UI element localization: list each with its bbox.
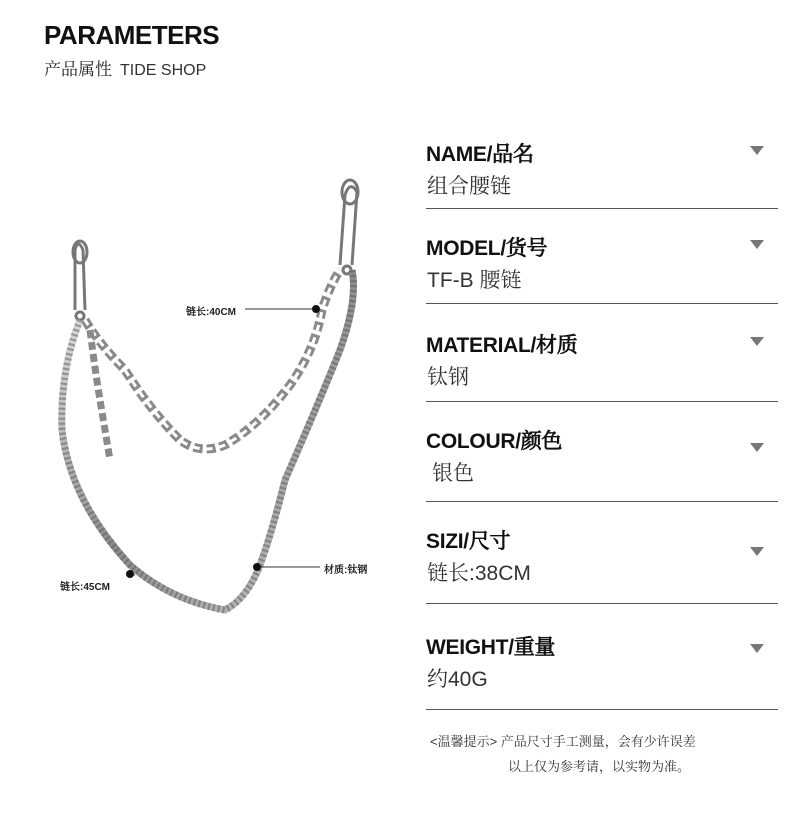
param-row-colour	[426, 425, 778, 502]
chevron-down-icon[interactable]	[750, 644, 764, 653]
chevron-down-icon[interactable]	[750, 146, 764, 155]
page-subtitle	[44, 55, 206, 80]
callout-dot-material	[253, 563, 261, 571]
param-label: SIZI/尺寸	[426, 530, 511, 553]
param-label: MODEL/货号	[426, 237, 548, 260]
param-value: 链长:38CM	[427, 562, 531, 585]
callout-top-chain-length: 链长:40CM	[186, 307, 237, 318]
dangling-chain-end	[90, 330, 110, 460]
left-safety-pin-icon	[73, 241, 87, 320]
param-value: 约40G	[427, 668, 488, 691]
page-title: PARAMETERS	[44, 20, 220, 50]
chevron-down-icon[interactable]	[750, 240, 764, 249]
callout-dot-top	[312, 305, 320, 313]
param-label: WEIGHT/重量	[426, 636, 556, 659]
callout-dot-bottom	[126, 570, 134, 578]
param-value: 组合腰链	[427, 175, 511, 198]
top-box-chain	[85, 270, 340, 449]
right-safety-pin-icon	[340, 180, 358, 274]
callout-material: 材质:钛钢	[324, 565, 368, 576]
param-value: 钛钢	[427, 366, 469, 389]
param-label: MATERIAL/材质	[426, 334, 578, 357]
param-row-size	[426, 525, 778, 604]
param-value: 银色	[432, 462, 474, 485]
param-row-weight	[426, 631, 778, 710]
param-row-model	[426, 232, 778, 304]
callout-bottom-chain-length: 链长:45CM	[60, 582, 111, 593]
param-label: NAME/品名	[426, 143, 534, 166]
chevron-down-icon[interactable]	[750, 547, 764, 556]
note-line-1: <温馨提示> 产品尺寸手工测量，会有少许误差	[430, 734, 696, 749]
param-value: TF-B 腰链	[427, 269, 522, 292]
note-line-2: 以上仅为参考请，以实物为准。	[508, 759, 691, 774]
measurement-note	[430, 729, 770, 779]
subtitle-en: TIDE SHOP	[120, 62, 207, 79]
product-image	[40, 170, 410, 630]
subtitle-cn: 产品属性	[44, 60, 112, 79]
param-label: COLOUR/颜色	[426, 430, 563, 453]
chevron-down-icon[interactable]	[750, 443, 764, 452]
param-row-material	[426, 329, 778, 402]
param-row-name	[426, 138, 778, 209]
chevron-down-icon[interactable]	[750, 337, 764, 346]
